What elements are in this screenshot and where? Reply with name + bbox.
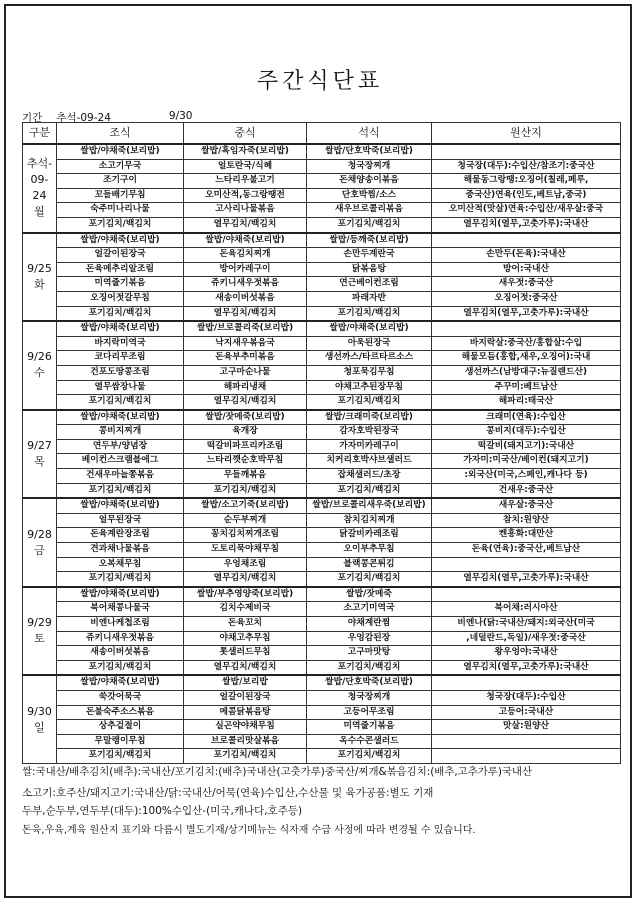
dinner-cell: 참치김치찌개 — [307, 513, 432, 528]
breakfast-cell: 숙주미나리나물 — [57, 203, 184, 218]
breakfast-cell: 포기김치/백김치 — [57, 306, 184, 321]
dinner-cell: 청국장찌개 — [307, 159, 432, 174]
dinner-cell: 감자호박된장국 — [307, 425, 432, 440]
origin-cell: 주꾸미:베트남산 — [432, 380, 621, 395]
dinner-cell: 쌀밥/단호박죽(보리밥) — [307, 144, 432, 159]
breakfast-cell: 견과채나물볶음 — [57, 543, 184, 558]
origin-cell: 새우살:중국산 — [432, 498, 621, 513]
menu-row — [23, 557, 621, 572]
dinner-cell: 청포묵김무침 — [307, 365, 432, 380]
dinner-cell: 생선까스/타르타르소스 — [307, 351, 432, 366]
header-breakfast: 조식 — [57, 123, 184, 145]
dinner-cell: 포기김치/백김치 — [307, 483, 432, 498]
page-title: 주간식단표 — [256, 69, 384, 94]
breakfast-cell: 미역줄기볶음 — [57, 277, 184, 292]
origin-cell: 맛살:원양산 — [432, 720, 621, 735]
origin-cell: 손만두(돈육):국내산 — [432, 248, 621, 263]
breakfast-cell: 쌀밥/야채죽(보리밥) — [57, 587, 184, 602]
lunch-cell: 열무김치/백김치 — [184, 306, 307, 321]
breakfast-cell: 포기김치/백김치 — [57, 572, 184, 587]
header-dinner: 석식 — [307, 123, 432, 145]
dinner-cell: 블랙콩콘튀김 — [307, 557, 432, 572]
period-end: 9/30 — [168, 110, 193, 122]
breakfast-cell: 콩비지찌개 — [57, 425, 184, 440]
dinner-cell: 야채계란찜 — [307, 617, 432, 632]
origin-cell: 가자미:미국산/베이컨(돼지고기) — [432, 454, 621, 469]
lunch-cell: 떡갈비파프리카조림 — [184, 439, 307, 454]
breakfast-cell: 포기김치/백김치 — [57, 483, 184, 498]
origin-cell: 왕우엉야:국내산 — [432, 646, 621, 661]
origin-cell — [432, 734, 621, 749]
day-label: 추석- 09- 24 월 — [23, 144, 57, 233]
lunch-cell: 메콤닭볶음탕 — [184, 705, 307, 720]
lunch-cell: 열무김치/백김치 — [184, 572, 307, 587]
menu-row — [23, 174, 621, 189]
origin-cell: 해파리:태국산 — [432, 395, 621, 410]
lunch-cell: 느타리깻순호박무침 — [184, 454, 307, 469]
lunch-cell: 쌀밥/소고기죽(보리밥) — [184, 498, 307, 513]
header-lunch: 중식 — [184, 123, 307, 145]
menu-row — [23, 749, 621, 764]
menu-body — [23, 144, 621, 763]
origin-cell: ,네덜란드,독일)/새우젓:중국산 — [432, 631, 621, 646]
menu-row — [23, 454, 621, 469]
lunch-cell: 실곤약야채무침 — [184, 720, 307, 735]
origin-cell: 오징어젓:중국산 — [432, 291, 621, 306]
dinner-cell: 파래자반 — [307, 291, 432, 306]
menu-row — [23, 705, 621, 720]
lunch-cell: 열무김치/백김치 — [184, 217, 307, 232]
menu-row — [23, 734, 621, 749]
menu-row — [23, 203, 621, 218]
menu-row — [23, 321, 621, 336]
lunch-cell: 쌀밥/흑임자죽(보리밥) — [184, 144, 307, 159]
lunch-cell: 돈육꼬치 — [184, 617, 307, 632]
breakfast-cell: 열무쌈장나물 — [57, 380, 184, 395]
breakfast-cell: 쌀밥/야채죽(보리밥) — [57, 498, 184, 513]
breakfast-cell: 북어채콩나물국 — [57, 602, 184, 617]
origin-cell: 켄흥화:대만산 — [432, 528, 621, 543]
dinner-cell: 포기김치/백김치 — [307, 217, 432, 232]
lunch-cell: 얼토란국/식혜 — [184, 159, 307, 174]
menu-row — [23, 410, 621, 425]
lunch-cell: 돈육부추미볶음 — [184, 351, 307, 366]
lunch-cell: 느타리우불고기 — [184, 174, 307, 189]
menu-row — [23, 602, 621, 617]
origin-cell: :외국산(미국,스페인,캐나다 등) — [432, 469, 621, 484]
origin-cell: 떡갈비(돼지고기):국내산 — [432, 439, 621, 454]
menu-row — [23, 277, 621, 292]
breakfast-cell: 새송이버섯볶음 — [57, 646, 184, 661]
origin-cell — [432, 557, 621, 572]
breakfast-cell: 쌀밥/야채죽(보리밥) — [57, 675, 184, 690]
menu-row — [23, 144, 621, 159]
menu-row — [23, 572, 621, 587]
lunch-cell: 열무김치/백김치 — [184, 395, 307, 410]
lunch-cell: 쌀밥/야채죽(보리밥) — [184, 233, 307, 248]
footer-note-3: 두부,순두부,연두부(대두):100%수입산-(미국,캐나다,호주등) — [22, 805, 303, 817]
day-label: 9/29 토 — [23, 587, 57, 676]
breakfast-cell: 포기김치/백김치 — [57, 749, 184, 764]
dinner-cell: 가자미카레구이 — [307, 439, 432, 454]
dinner-cell: 아욱된장국 — [307, 336, 432, 351]
breakfast-cell: 포기김치/백김치 — [57, 395, 184, 410]
origin-cell: 방어:국내산 — [432, 262, 621, 277]
dinner-cell: 쌀밥/야채죽(보리밥) — [307, 321, 432, 336]
lunch-cell: 도토리묵야채무침 — [184, 543, 307, 558]
lunch-cell: 포기김치/백김치 — [184, 483, 307, 498]
menu-row — [23, 233, 621, 248]
menu-row — [23, 365, 621, 380]
lunch-cell: 육개장 — [184, 425, 307, 440]
menu-row — [23, 291, 621, 306]
dinner-cell: 쌀밥/단호박죽(보리밥) — [307, 675, 432, 690]
origin-cell: 청국장(대두):수입산/참조기:중국산 — [432, 159, 621, 174]
menu-row — [23, 262, 621, 277]
breakfast-cell: 돈육메추리알조림 — [57, 262, 184, 277]
lunch-cell: 쌀밥/잣메죽(보리밥) — [184, 410, 307, 425]
menu-row — [23, 660, 621, 675]
menu-row — [23, 498, 621, 513]
menu-row — [23, 720, 621, 735]
dinner-cell: 잡채샐러드/초장 — [307, 469, 432, 484]
dinner-cell: 새우브로콜리볶음 — [307, 203, 432, 218]
lunch-cell: 쌀밥/브로콜리죽(보리밥) — [184, 321, 307, 336]
origin-cell: 북어채:러시아산 — [432, 602, 621, 617]
lunch-cell: 오미산적,동그랑땡전 — [184, 188, 307, 203]
footer-note-1: 쌀:국내산/배추김치(배추):국내산/포기김치:(배추)국내산(고춧가루)중국산/찌개&볶음김치:(배추,고추가루)국내산 — [22, 766, 532, 778]
day-label: 9/28 금 — [23, 498, 57, 587]
menu-row — [23, 248, 621, 263]
lunch-cell: 방어카레구이 — [184, 262, 307, 277]
dinner-cell: 연근베이컨조림 — [307, 277, 432, 292]
menu-row — [23, 425, 621, 440]
lunch-cell: 포기김치/백김치 — [184, 749, 307, 764]
origin-cell — [432, 144, 621, 159]
menu-row — [23, 587, 621, 602]
breakfast-cell: 돈불숙주소스볶음 — [57, 705, 184, 720]
dinner-cell: 우엉감된장 — [307, 631, 432, 646]
origin-cell: 비엔나(닭:국내산/돼지:외국산(미국 — [432, 617, 621, 632]
breakfast-cell: 쥬키니새우젓볶음 — [57, 631, 184, 646]
breakfast-cell: 비엔나케첩조림 — [57, 617, 184, 632]
lunch-cell: 쌀밥/부추영양죽(보리밥) — [184, 587, 307, 602]
menu-row — [23, 528, 621, 543]
dinner-cell: 오이부추무침 — [307, 543, 432, 558]
dinner-cell: 단호박찜/소스 — [307, 188, 432, 203]
origin-cell: 생선까스(남방대구:뉴질랜드산) — [432, 365, 621, 380]
breakfast-cell: 쑥갓어묵국 — [57, 690, 184, 705]
menu-row — [23, 159, 621, 174]
dinner-cell: 닭볶음탕 — [307, 262, 432, 277]
origin-cell: 바지락살:중국산/홍합살:수입 — [432, 336, 621, 351]
breakfast-cell: 얼무된장국 — [57, 513, 184, 528]
dinner-cell: 소고기미역국 — [307, 602, 432, 617]
menu-row — [23, 188, 621, 203]
origin-cell: 고등어:국내산 — [432, 705, 621, 720]
breakfast-cell: 조기구이 — [57, 174, 184, 189]
origin-cell: 중국산)연육(인도,베트남,중국) — [432, 188, 621, 203]
dinner-cell: 포기김치/백김치 — [307, 660, 432, 675]
origin-cell: 오미산적(맛살)연육:수입산/새우살:중국 — [432, 203, 621, 218]
origin-cell — [432, 587, 621, 602]
breakfast-cell: 베이컨스크램블에그 — [57, 454, 184, 469]
origin-cell: 크래미(연육):수입산 — [432, 410, 621, 425]
origin-cell: 해물모듬(홍합,새우,오징어):국내 — [432, 351, 621, 366]
breakfast-cell: 오복채무침 — [57, 557, 184, 572]
breakfast-cell: 포기김치/백김치 — [57, 217, 184, 232]
lunch-cell: 김치수제비국 — [184, 602, 307, 617]
period-range: 추석-09-24 — [56, 112, 111, 124]
header-day: 구분 — [23, 123, 57, 145]
breakfast-cell: 바지락미역국 — [57, 336, 184, 351]
menu-row — [23, 439, 621, 454]
origin-cell: 열무김치(열무,고춧가루):국내산 — [432, 660, 621, 675]
dinner-cell: 쌀밥/크래미죽(보리밥) — [307, 410, 432, 425]
dinner-cell: 고등어무조림 — [307, 705, 432, 720]
day-label: 9/26 수 — [23, 321, 57, 410]
dinner-cell: 쌀밥/잣메죽 — [307, 587, 432, 602]
dinner-cell: 치커리호박샤브샐러드 — [307, 454, 432, 469]
lunch-cell: 야채고추무침 — [184, 631, 307, 646]
menu-row — [23, 690, 621, 705]
origin-cell: 열무김치(열무,고춧가루):국내산 — [432, 572, 621, 587]
menu-row — [23, 336, 621, 351]
breakfast-cell: 꼬들배기무침 — [57, 188, 184, 203]
lunch-cell: 쥬키니새우젓볶음 — [184, 277, 307, 292]
menu-row — [23, 469, 621, 484]
dinner-cell: 미역줄기볶음 — [307, 720, 432, 735]
breakfast-cell: 건포도땅콩조림 — [57, 365, 184, 380]
dinner-cell: 포기김치/백김치 — [307, 749, 432, 764]
breakfast-cell: 쌀밥/야채죽(보리밥) — [57, 233, 184, 248]
breakfast-cell: 무말랭이무침 — [57, 734, 184, 749]
dinner-cell: 쌀밥/브로콜리새우죽(보리밥) — [307, 498, 432, 513]
lunch-cell: 돈육김치찌개 — [184, 248, 307, 263]
breakfast-cell: 연두부/양념장 — [57, 439, 184, 454]
origin-cell: 해물동그랑땡:오징어(칠레,페루, — [432, 174, 621, 189]
origin-cell: 참치:원양산 — [432, 513, 621, 528]
day-label: 9/25 화 — [23, 233, 57, 322]
menu-row — [23, 631, 621, 646]
dinner-cell: 포기김치/백김치 — [307, 572, 432, 587]
breakfast-cell: 쌀밥/야채죽(보리밥) — [57, 410, 184, 425]
lunch-cell: 낙지새우볶음국 — [184, 336, 307, 351]
period-label: 기간 — [22, 112, 43, 124]
lunch-cell: 순두부찌개 — [184, 513, 307, 528]
lunch-cell: 얼갈이된장국 — [184, 690, 307, 705]
menu-row — [23, 483, 621, 498]
breakfast-cell: 상추겉절이 — [57, 720, 184, 735]
lunch-cell: 해파리냉채 — [184, 380, 307, 395]
lunch-cell: 우엉채조림 — [184, 557, 307, 572]
lunch-cell: 고구마순나물 — [184, 365, 307, 380]
breakfast-cell: 코다리무조림 — [57, 351, 184, 366]
dinner-cell: 포기김치/백김치 — [307, 306, 432, 321]
dinner-cell: 야채고추된장무침 — [307, 380, 432, 395]
header-origin: 원산지 — [432, 123, 621, 145]
origin-cell — [432, 321, 621, 336]
breakfast-cell: 얼갈이된장국 — [57, 248, 184, 263]
menu-row — [23, 380, 621, 395]
lunch-cell: 쌀밥/보리밥 — [184, 675, 307, 690]
menu-row — [23, 306, 621, 321]
breakfast-cell: 오징어젓갈무침 — [57, 291, 184, 306]
breakfast-cell: 돈육계란장조림 — [57, 528, 184, 543]
lunch-cell: 무들깨볶음 — [184, 469, 307, 484]
menu-row — [23, 395, 621, 410]
breakfast-cell: 포기김치/백김치 — [57, 660, 184, 675]
lunch-cell: 새송이버섯볶음 — [184, 291, 307, 306]
dinner-cell: 옥수수콘샐러드 — [307, 734, 432, 749]
breakfast-cell: 쌀밥/야채죽(보리밥) — [57, 321, 184, 336]
dinner-cell: 닭갈비카레조림 — [307, 528, 432, 543]
breakfast-cell: 건새우마늘쫑볶음 — [57, 469, 184, 484]
dinner-cell: 포기김치/백김치 — [307, 395, 432, 410]
lunch-cell: 브로콜리맛살볶음 — [184, 734, 307, 749]
origin-cell: 열무김치(열무,고춧가루):국내산 — [432, 306, 621, 321]
origin-cell: 돈육(연육):중국산,베트남산 — [432, 543, 621, 558]
footer-note-2: 소고기:호주산/돼지고기:국내산/닭:국내산/어묵(연육)수입산,수산물 및 육가공품:별도 기재 — [22, 787, 434, 799]
menu-row — [23, 675, 621, 690]
breakfast-cell: 소고기무국 — [57, 159, 184, 174]
origin-cell: 건새우:중국산 — [432, 483, 621, 498]
dinner-cell: 청국장찌개 — [307, 690, 432, 705]
dinner-cell: 돈채양송이볶음 — [307, 174, 432, 189]
menu-row — [23, 617, 621, 632]
menu-row — [23, 646, 621, 661]
dinner-cell: 고구마맛탕 — [307, 646, 432, 661]
origin-cell — [432, 749, 621, 764]
footer-note-4: 돈육,우육,계육 원산지 표기와 다름시 별도기재/상기메뉴는 식자재 수급 사정에 따라 변경될 수 있습니다. — [22, 825, 476, 836]
menu-row — [23, 351, 621, 366]
menu-row — [23, 217, 621, 232]
header-row — [23, 123, 621, 145]
day-label: 9/30 일 — [23, 675, 57, 763]
lunch-cell: 톳샐러드무침 — [184, 646, 307, 661]
origin-cell: 콩비지(대두):수입산 — [432, 425, 621, 440]
menu-table — [22, 122, 621, 764]
menu-row — [23, 513, 621, 528]
lunch-cell: 고사리나물볶음 — [184, 203, 307, 218]
origin-cell: 열무김치(열무,고춧가루):국내산 — [432, 217, 621, 232]
dinner-cell: 쌀밥/등깨죽(보리밥) — [307, 233, 432, 248]
lunch-cell: 열무김치/백김치 — [184, 660, 307, 675]
origin-cell: 청국장(대두):수입산 — [432, 690, 621, 705]
origin-cell — [432, 233, 621, 248]
lunch-cell: 꽁치김치찌개조림 — [184, 528, 307, 543]
menu-row — [23, 543, 621, 558]
origin-cell: 새우젓:중국산 — [432, 277, 621, 292]
day-label: 9/27 목 — [23, 410, 57, 499]
breakfast-cell: 쌀밥/야채죽(보리밥) — [57, 144, 184, 159]
dinner-cell: 손만두계란국 — [307, 248, 432, 263]
origin-cell — [432, 675, 621, 690]
